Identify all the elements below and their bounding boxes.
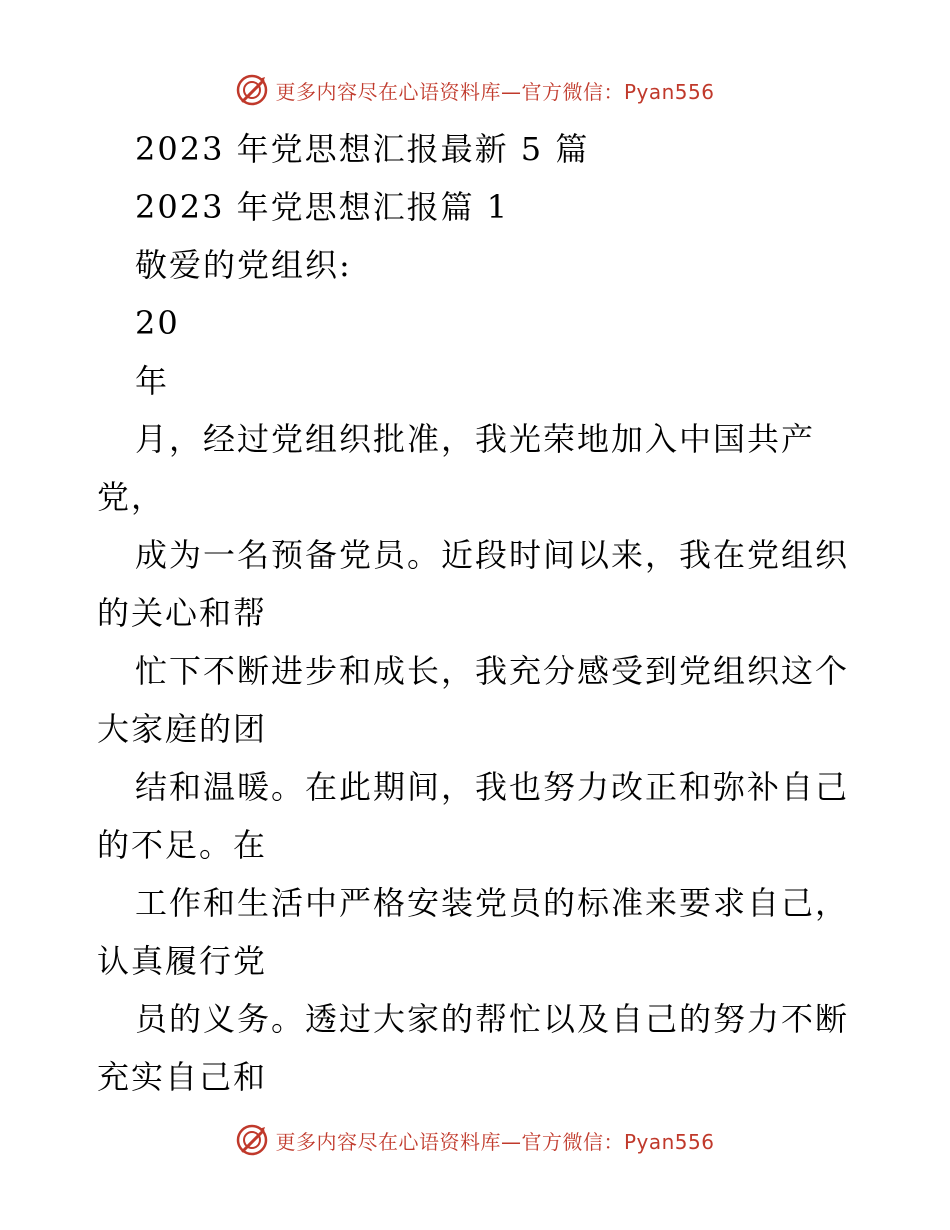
document-body xyxy=(97,120,857,1106)
text-line: 2023 年党思想汇报最新 5 篇 xyxy=(135,130,590,168)
text-line: 20 xyxy=(135,304,180,342)
text-line: 充实自己和 xyxy=(97,1058,268,1096)
text-line: 结和温暖。在此期间，我也努力改正和弥补自己 xyxy=(135,768,850,806)
brand-logo-icon xyxy=(235,1123,269,1157)
header-watermark-text: 更多内容尽在心语资料库—官方微信：Pyan556 xyxy=(275,79,715,104)
text-line: 工作和生活中严格安装党员的标准来要求自己， xyxy=(135,884,850,922)
text-line: 敬爱的党组织: xyxy=(135,246,352,284)
text-line: 认真履行党 xyxy=(97,942,268,980)
text-line: 的不足。在 xyxy=(97,826,268,864)
text-line: 党， xyxy=(97,478,166,516)
text-line: 员的义务。透过大家的帮忙以及自己的努力不断 xyxy=(135,1000,850,1038)
text-line: 大家庭的团 xyxy=(97,710,268,748)
text-line: 年 xyxy=(135,362,170,400)
text-line: 的关心和帮 xyxy=(97,594,268,632)
text-line: 忙下不断进步和成长，我充分感受到党组织这个 xyxy=(135,652,850,690)
text-line: 成为一名预备党员。近段时间以来，我在党组织 xyxy=(135,536,850,574)
text-line: 2023 年党思想汇报篇 1 xyxy=(135,188,510,226)
footer-watermark-banner xyxy=(0,1120,950,1160)
header-watermark-banner xyxy=(0,70,950,110)
footer-watermark-text: 更多内容尽在心语资料库—官方微信：Pyan556 xyxy=(275,1129,715,1154)
document-lines xyxy=(97,120,857,1106)
brand-logo-icon xyxy=(235,73,269,107)
text-line: 月，经过党组织批准，我光荣地加入中国共产 xyxy=(135,420,816,458)
